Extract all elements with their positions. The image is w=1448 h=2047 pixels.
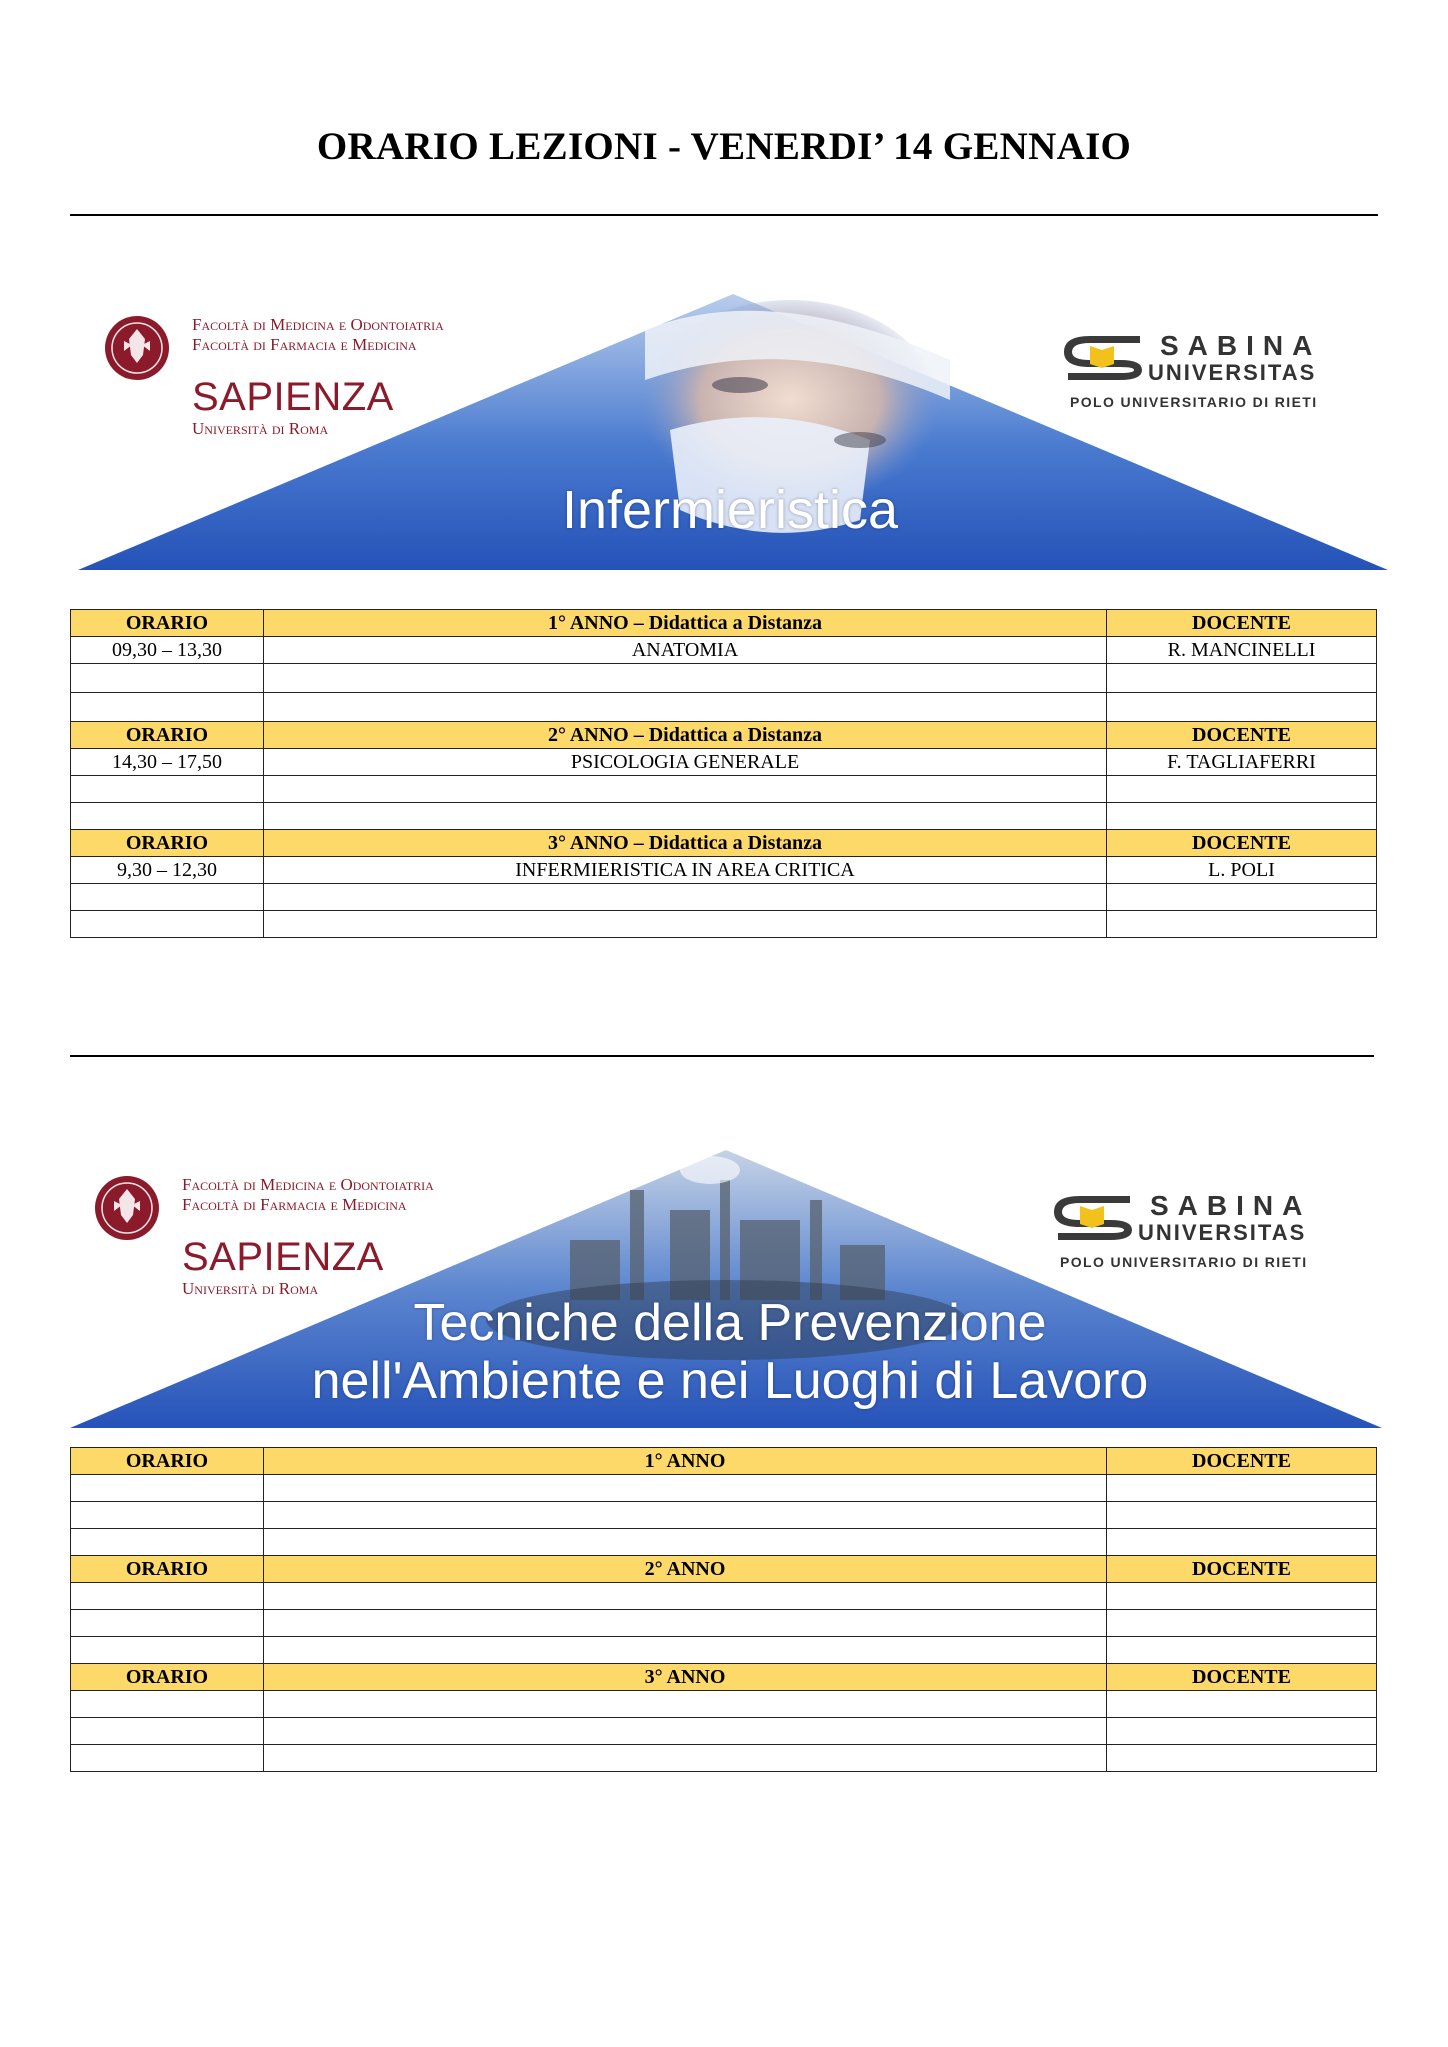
page-title: ORARIO LEZIONI - VENERDI’ 14 GENNAIO [316, 125, 1132, 168]
cell-docente: F. TAGLIAFERRI [1107, 749, 1377, 776]
sabina-universitas-logo [1050, 1190, 1350, 1280]
header-docente: DOCENTE [1107, 610, 1377, 637]
cell-materia [264, 1745, 1107, 1772]
faculty-line-1: Facoltà di Medicina e Odontoiatria [182, 1175, 434, 1194]
cell-materia [264, 884, 1107, 911]
header-anno: 1° ANNO – Didattica a Distanza [264, 610, 1107, 637]
header-anno: 1° ANNO [264, 1448, 1107, 1475]
universitas-text: UNIVERSITAS [1138, 1220, 1307, 1245]
cell-materia [264, 1718, 1107, 1745]
cell-materia [264, 664, 1107, 693]
table-row [71, 1475, 1377, 1502]
faculty-line-2: Facoltà di Farmacia e Medicina [182, 1195, 407, 1214]
table-row [71, 857, 1377, 884]
cell-orario [71, 664, 264, 693]
cell-materia [264, 1691, 1107, 1718]
cell-docente [1107, 693, 1377, 722]
header-orario: ORARIO [71, 722, 264, 749]
cell-materia [264, 776, 1107, 803]
cell-materia [264, 1502, 1107, 1529]
cell-orario: 9,30 – 12,30 [71, 857, 264, 884]
top-divider [70, 214, 1378, 216]
table-header-row [71, 830, 1377, 857]
cell-materia: INFERMIERISTICA IN AREA CRITICA [264, 857, 1107, 884]
cell-materia [264, 693, 1107, 722]
cell-docente [1107, 776, 1377, 803]
cell-orario: 09,30 – 13,30 [71, 637, 264, 664]
table-header-row [71, 1664, 1377, 1691]
cell-orario [71, 1583, 264, 1610]
header-docente: DOCENTE [1107, 830, 1377, 857]
sapienza-logo [104, 315, 444, 455]
cell-docente [1107, 911, 1377, 938]
header-docente: DOCENTE [1107, 1664, 1377, 1691]
middle-divider [70, 1055, 1374, 1057]
sapienza-seal-icon [104, 315, 170, 381]
cell-orario [71, 1718, 264, 1745]
header-anno: 2° ANNO [264, 1556, 1107, 1583]
cell-orario [71, 1610, 264, 1637]
table-row [71, 1502, 1377, 1529]
sapienza-seal-icon [94, 1175, 160, 1241]
polo-text: POLO UNIVERSITARIO DI RIETI [1060, 1254, 1308, 1270]
table-row [71, 1745, 1377, 1772]
table-row [71, 749, 1377, 776]
course-name-line-2: nell'Ambiente e nei Luoghi di Lavoro [311, 1352, 1149, 1410]
cell-docente: R. MANCINELLI [1107, 637, 1377, 664]
cell-orario [71, 1745, 264, 1772]
cell-materia: PSICOLOGIA GENERALE [264, 749, 1107, 776]
cell-orario: 14,30 – 17,50 [71, 749, 264, 776]
cell-docente [1107, 1502, 1377, 1529]
cell-docente [1107, 664, 1377, 693]
cell-materia [264, 1583, 1107, 1610]
cell-orario [71, 776, 264, 803]
cell-orario [71, 803, 264, 830]
sabina-text: SABINA [1150, 1190, 1312, 1221]
header-orario: ORARIO [71, 830, 264, 857]
table-row [71, 1637, 1377, 1664]
cell-docente: L. POLI [1107, 857, 1377, 884]
course-name: Infermieristica [561, 480, 899, 540]
table-row [71, 884, 1377, 911]
cell-orario [71, 693, 264, 722]
header-docente: DOCENTE [1107, 1556, 1377, 1583]
cell-orario [71, 1691, 264, 1718]
cell-orario [71, 1529, 264, 1556]
table-row [71, 803, 1377, 830]
table-row [71, 1718, 1377, 1745]
table-header-row [71, 722, 1377, 749]
cell-materia [264, 1475, 1107, 1502]
cell-orario [71, 884, 264, 911]
cell-materia [264, 1529, 1107, 1556]
cell-docente [1107, 884, 1377, 911]
course-name [270, 1294, 1190, 1410]
table-row [71, 1691, 1377, 1718]
sapienza-logo [94, 1175, 434, 1315]
sapienza-subtitle: Università di Roma [192, 419, 329, 438]
cell-docente [1107, 1637, 1377, 1664]
universitas-text: UNIVERSITAS [1148, 360, 1317, 385]
table-row [71, 693, 1377, 722]
table-row [71, 1529, 1377, 1556]
table-row [71, 1583, 1377, 1610]
cell-docente [1107, 1745, 1377, 1772]
cell-orario [71, 1637, 264, 1664]
table-header-row [71, 1448, 1377, 1475]
sabina-universitas-logo [1060, 330, 1360, 420]
header-anno: 2° ANNO – Didattica a Distanza [264, 722, 1107, 749]
cell-docente [1107, 803, 1377, 830]
faculty-line-2: Facoltà di Farmacia e Medicina [192, 335, 417, 354]
table-row [71, 637, 1377, 664]
cell-docente [1107, 1610, 1377, 1637]
header-docente: DOCENTE [1107, 722, 1377, 749]
sapienza-name: SAPIENZA [182, 1235, 384, 1279]
cell-docente [1107, 1475, 1377, 1502]
cell-docente [1107, 1529, 1377, 1556]
cell-materia [264, 1610, 1107, 1637]
table-row [71, 911, 1377, 938]
schedule-table-infermieristica [70, 609, 1377, 938]
header-orario: ORARIO [71, 1556, 264, 1583]
cell-docente [1107, 1718, 1377, 1745]
course-name-line-1: Tecniche della Prevenzione [413, 1294, 1047, 1352]
table-row [71, 1610, 1377, 1637]
banner-infermieristica [70, 290, 1390, 580]
cell-orario [71, 911, 264, 938]
table-row [71, 776, 1377, 803]
header-orario: ORARIO [71, 610, 264, 637]
sabina-book-icon [1050, 1190, 1136, 1242]
sapienza-name: SAPIENZA [192, 375, 394, 419]
table-row [71, 664, 1377, 693]
header-docente: DOCENTE [1107, 1448, 1377, 1475]
faculty-line-1: Facoltà di Medicina e Odontoiatria [192, 315, 444, 334]
sabina-text: SABINA [1160, 330, 1322, 361]
header-anno: 3° ANNO – Didattica a Distanza [264, 830, 1107, 857]
banner-tecniche-prevenzione [70, 1150, 1390, 1440]
header-orario: ORARIO [71, 1448, 264, 1475]
cell-docente [1107, 1691, 1377, 1718]
cell-orario [71, 1475, 264, 1502]
cell-materia: ANATOMIA [264, 637, 1107, 664]
schedule-table-tecniche-prevenzione [70, 1447, 1377, 1772]
table-header-row [71, 610, 1377, 637]
header-orario: ORARIO [71, 1664, 264, 1691]
cell-docente [1107, 1583, 1377, 1610]
cell-materia [264, 911, 1107, 938]
sapienza-subtitle: Università di Roma [182, 1279, 319, 1298]
cell-materia [264, 1637, 1107, 1664]
polo-text: POLO UNIVERSITARIO DI RIETI [1070, 394, 1318, 410]
cell-materia [264, 803, 1107, 830]
cell-orario [71, 1502, 264, 1529]
sabina-book-icon [1060, 330, 1146, 382]
header-anno: 3° ANNO [264, 1664, 1107, 1691]
table-header-row [71, 1556, 1377, 1583]
